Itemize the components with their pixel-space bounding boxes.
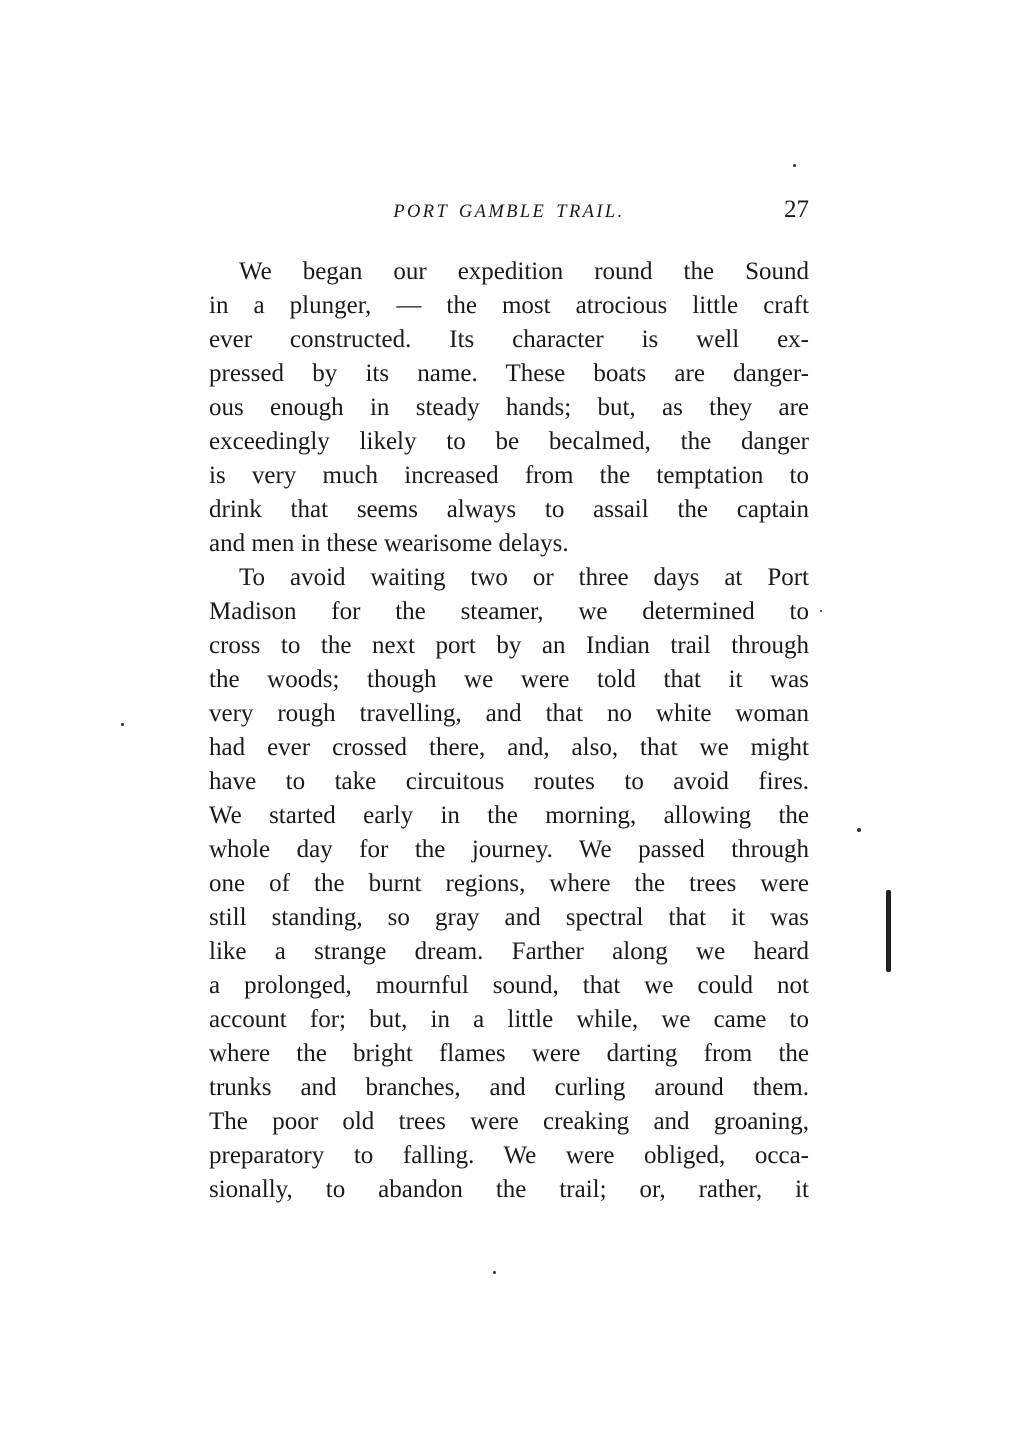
text-line: drink that seems always to assail the captain	[209, 496, 809, 523]
text-line: still standing, so gray and spectral that it was	[209, 904, 809, 931]
text-line: trunks and branches, and curling around them.	[209, 1074, 809, 1101]
text-line: have to take circuitous routes to avoid fires.	[209, 768, 809, 795]
text-line: We began our expedition round the Sound	[239, 258, 809, 285]
paragraph-1	[209, 255, 809, 561]
text-line: preparatory to falling. We were obliged, occa-	[209, 1142, 809, 1169]
text-line: cross to the next port by an Indian trail through	[209, 632, 809, 659]
text-line: ous enough in steady hands; but, as they are	[209, 394, 809, 421]
text-line: exceedingly likely to be becalmed, the danger	[209, 428, 809, 455]
scan-edge-mark	[886, 890, 891, 972]
scan-speck	[493, 1271, 496, 1274]
text-line: ever constructed. Its character is well ex-	[209, 326, 809, 353]
paragraph-2	[209, 561, 809, 1207]
text-line: sionally, to abandon the trail; or, rather, it	[209, 1176, 809, 1203]
text-line: like a strange dream. Farther along we heard	[209, 938, 809, 965]
text-line: The poor old trees were creaking and groaning,	[209, 1108, 809, 1135]
text-line: and men in these wearisome delays.	[209, 530, 569, 557]
scan-speck	[121, 723, 124, 726]
running-title: PORT GAMBLE TRAIL.	[393, 202, 625, 222]
scan-speck	[820, 610, 822, 612]
text-line: whole day for the journey. We passed through	[209, 836, 809, 863]
running-head	[209, 196, 809, 230]
text-line: To avoid waiting two or three days at Port	[239, 564, 809, 591]
text-line: pressed by its name. These boats are danger-	[209, 360, 809, 387]
text-line: Madison for the steamer, we determined to	[209, 598, 809, 625]
text-line: where the bright flames were darting from the	[209, 1040, 809, 1067]
text-line: had ever crossed there, and, also, that we might	[209, 734, 809, 761]
text-line: is very much increased from the temptation to	[209, 462, 809, 489]
page-number: 27	[784, 196, 809, 223]
scan-speck	[793, 164, 796, 167]
text-line: very rough travelling, and that no white woman	[209, 700, 809, 727]
body-text	[209, 255, 809, 1207]
text-line: one of the burnt regions, where the trees were	[209, 870, 809, 897]
text-line: the woods; though we were told that it was	[209, 666, 809, 693]
text-line: We started early in the morning, allowing the	[209, 802, 809, 829]
scan-speck	[857, 828, 861, 832]
text-line: a prolonged, mournful sound, that we could not	[209, 972, 809, 999]
text-line: account for; but, in a little while, we came to	[209, 1006, 809, 1033]
text-line: in a plunger, — the most atrocious little craft	[209, 292, 809, 319]
